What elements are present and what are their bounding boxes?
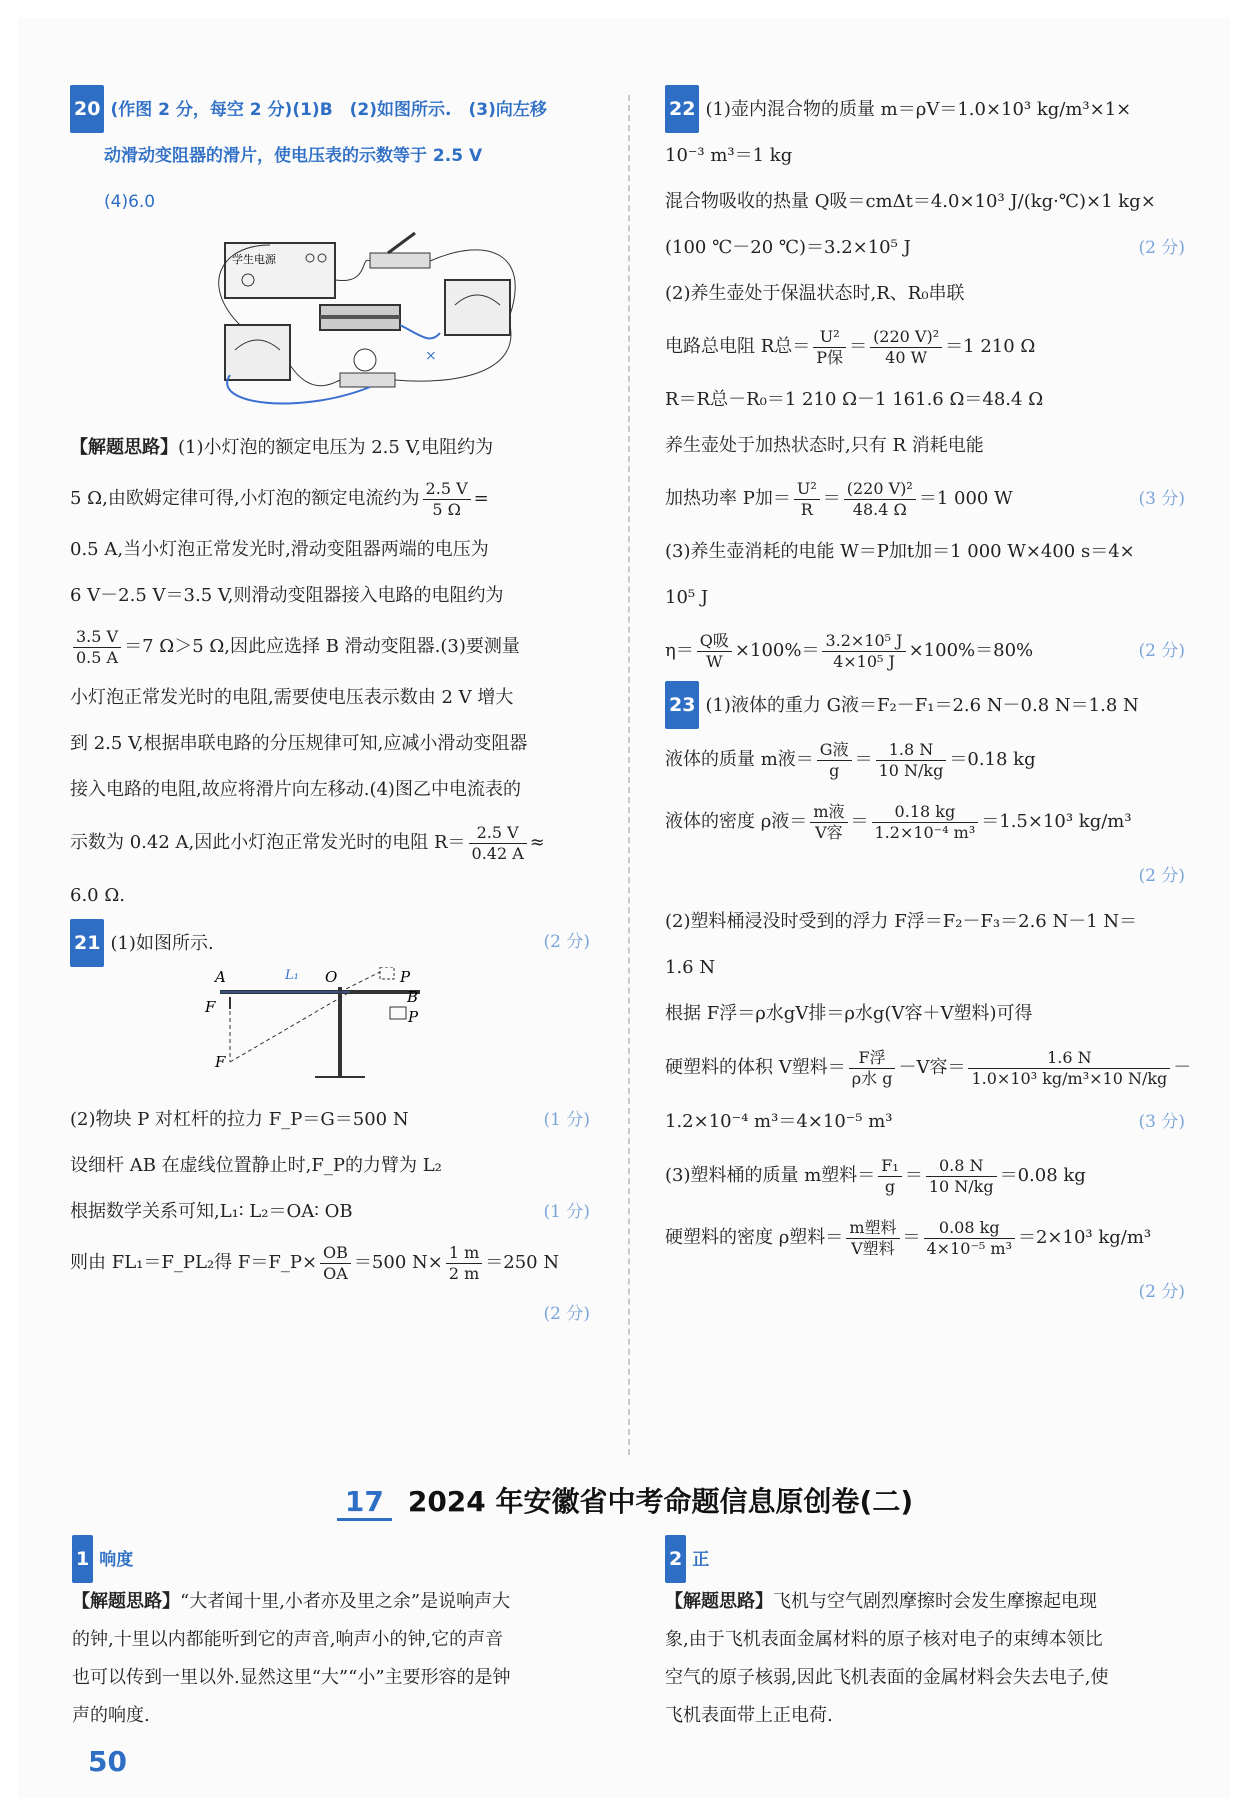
fraction: $\frac{1.6 N}{\text{1.0×10³ kg/m³×10 N/kg}}$ xyxy=(968,1048,1170,1089)
fraction: $\frac{\text{U²}}{R}$ xyxy=(794,479,820,520)
q22-line3: 混合物吸收的热量 Q吸＝cmΔt＝4.0×10³ J/(kg·℃)×1 kg× xyxy=(665,191,1156,212)
score: (2 分) xyxy=(1138,238,1185,258)
q23-score3 xyxy=(665,853,1185,899)
q23-line8: 1.2×10⁻⁴ m³＝4×10⁻⁵ m³ (3 分) xyxy=(665,1099,1185,1145)
q23-line10: 硬塑料的密度 ρ塑料＝ $\frac{\text{m塑料}}{\text{V塑料}}$ ＝ $\frac{0.08 kg}{\text{4×10⁻⁵ m³}}$ ＝2×10³ kg/m³ xyxy=(665,1217,1152,1258)
svg-text:A: A xyxy=(215,968,226,986)
fraction: $\frac{\text{U²}}{\text{P保}}$ xyxy=(813,327,846,368)
q23-line3: 液体的密度 ρ液＝ $\frac{\text{m液}}{\text{V容}}$ ＝ $\frac{0.18 kg}{\text{1.2×10⁻⁴ m³}}$ ＝1.5×10³ kg/m³ xyxy=(665,801,1132,842)
q21-line5: 则由 FL₁＝F_PL₂得 F＝F_P× $\frac{OB}{OA}$ ＝500 N× $\frac{1 m}{2 m}$ ＝250 N xyxy=(70,1242,560,1283)
q21-line2: (2)物块 P 对杠杆的拉力 F_P＝G＝500 N (1 分) xyxy=(70,1097,590,1143)
q23-line9: (3)塑料桶的质量 m塑料＝ $\frac{\text{F₁}}{g}$ ＝ $\frac{0.8 N}{10 N/kg}$ ＝0.08 kg xyxy=(665,1155,1086,1196)
svg-text:F: F xyxy=(215,1053,226,1071)
fraction: $\frac{2.5 V}{5 \Omega}$ xyxy=(423,479,471,520)
q23-line2: 液体的质量 m液＝ $\frac{\text{G液}}{g}$ ＝ $\frac{1.8 N}{10 N/kg}$ ＝0.18 kg xyxy=(665,739,1036,780)
q23-number: 23 xyxy=(665,681,699,729)
q1-block: 1 响度 【解题思路】“大者闻十里,小者亦及里之余”是说响声大 的钟,十里以内都能听到它的声音,响声小的钟,它的声音 也可以传到一里以外.显然这里“大”“小”主要形容的是钟 声的响度. xyxy=(72,1535,612,1735)
q2-answer: 正 xyxy=(692,1550,710,1570)
svg-text:B: B xyxy=(407,988,419,1006)
q22-line2: 10⁻³ m³＝1 kg xyxy=(665,145,793,166)
q20-hint-line1: 【解题思路】(1)小灯泡的额定电压为 2.5 V,电阻约为 xyxy=(70,437,494,458)
lever-diagram xyxy=(70,967,590,1097)
q20-hint-line7: 到 2.5 V,根据串联电路的分压规律可知,应减小滑动变阻器 xyxy=(70,733,528,754)
q22-line10: (3)养生壶消耗的电能 W＝P加t加＝1 000 W×400 s＝4× xyxy=(665,541,1135,562)
q20-answer-line2: 动滑动变阻器的滑片，使电压表的示数等于 2.5 V xyxy=(104,146,483,166)
q22-line5: (2)养生壶处于保温状态时,R、R₀串联 xyxy=(665,283,965,304)
fraction: $\frac{1 m}{2 m}$ xyxy=(446,1243,482,1284)
fraction: $\frac{2.5 V}{0.42 A}$ xyxy=(469,823,527,864)
q22-line1: 22 (1)壶内混合物的质量 m＝ρV＝1.0×10³ kg/m³×1× xyxy=(665,85,1185,133)
score: (2 分) xyxy=(543,932,590,952)
q2-block: 2 正 【解题思路】飞机与空气剧烈摩擦时会发生摩擦起电现 象,由于飞机表面金属材料的原子核对电子的束缚本领比 空气的原子核弱,因此飞机表面的金属材料会失去电子,使 飞机表面带上正电荷. xyxy=(665,1535,1185,1735)
q23-line7: 硬塑料的体积 V塑料＝ $\frac{\text{F浮}}{\text{ρ水 g}}$ －V容＝ $\frac{1.6 N}{\text{1.0×10³ kg/m³×10 N/kg}}$ － xyxy=(665,1047,1192,1088)
q20-hint-line4: 6 V－2.5 V＝3.5 V,则滑动变阻器接入电路的电阻约为 xyxy=(70,585,504,606)
q22-line6: 电路总电阻 R总＝ $\frac{\text{U²}}{\text{P保}}$ ＝ $\frac{\text{(220 V)²}}{40 W}$ ＝1 210 Ω xyxy=(665,326,1036,367)
section-title xyxy=(0,1480,1250,1520)
svg-text:F: F xyxy=(205,998,216,1016)
q22-number: 22 xyxy=(665,85,699,133)
right-column xyxy=(665,85,1192,1315)
svg-text:O: O xyxy=(325,968,338,986)
fraction: $\frac{\text{F₁}}{g}$ xyxy=(878,1156,902,1197)
q23-line1: 23 (1)液体的重力 G液＝F₂－F₁＝2.6 N－0.8 N＝1.8 N xyxy=(665,681,1185,729)
score: (2 分) xyxy=(1138,641,1185,661)
q21-line6 xyxy=(70,1291,590,1337)
fraction: $\frac{\text{m液}}{\text{V容}}$ xyxy=(810,802,847,843)
section-title-text: 2024 年安徽省中考命题信息原创卷(二) xyxy=(407,1485,914,1518)
fraction: $\frac{\text{(220 V)²}}{48.4 \Omega}$ xyxy=(844,479,916,520)
q20-hint-line5: $\frac{3.5 V}{0.5 A}$ ＝7 Ω＞5 Ω,因此应选择 B 滑动变阻器.(3)要测量 xyxy=(70,619,590,675)
q20-hint-line3: 0.5 A,当小灯泡正常发光时,滑动变阻器两端的电压为 xyxy=(70,539,489,560)
fraction: $\frac{\text{G液}}{g}$ xyxy=(817,740,852,781)
q20-hint-line10: 6.0 Ω. xyxy=(70,885,125,906)
score: (2 分) xyxy=(543,1304,590,1324)
svg-text:P: P xyxy=(408,1008,419,1026)
q23-line6: 根据 F浮＝ρ水gV排＝ρ水g(V容＋V塑料)可得 xyxy=(665,1003,1033,1024)
fraction: $\frac{3.5 V}{0.5 A}$ xyxy=(73,627,121,668)
fraction: $\frac{0.18 kg}{\text{1.2×10⁻⁴ m³}}$ xyxy=(872,802,979,843)
q2-number: 2 xyxy=(665,1535,686,1583)
score: (1 分) xyxy=(543,1202,590,1222)
power-supply-label: 学生电源 xyxy=(232,253,276,266)
q22-line12: η＝ $\frac{\text{Q吸}}{W}$ ×100%＝ $\frac{\text{3.2×10⁵ J}}{\text{4×10⁵ J}}$ ×100%＝80% (2 分) xyxy=(665,621,1185,681)
svg-text:L₁: L₁ xyxy=(285,968,299,983)
q23-line5: 1.6 N xyxy=(665,957,716,978)
fraction: $\frac{1.8 N}{10 N/kg}$ xyxy=(876,740,947,781)
q21-line4: 根据数学关系可知,L₁∶ L₂＝OA∶ OB (1 分) xyxy=(70,1189,590,1235)
q20-hint-label: 【解题思路】 xyxy=(70,437,178,458)
score: (1 分) xyxy=(543,1110,590,1130)
q20-hint-line2: 5 Ω,由欧姆定律可得,小灯泡的额定电流约为 $\frac{2.5 V}{5 \Omega}$ = xyxy=(70,478,489,519)
q22-line11: 10⁵ J xyxy=(665,587,709,608)
circuit-diagram xyxy=(70,225,590,425)
fraction: $\frac{\text{(220 V)²}}{40 W}$ xyxy=(870,327,942,368)
score: (2 分) xyxy=(1138,866,1185,886)
svg-text:P: P xyxy=(400,968,411,986)
q20-header xyxy=(70,85,590,133)
q22-line8: 养生壶处于加热状态时,只有 R 消耗电能 xyxy=(665,435,984,456)
q20-answer-line3: (4)6.0 xyxy=(104,192,156,212)
q20-number: 20 xyxy=(70,85,104,133)
q20-hint-line8: 接入电路的电阻,故应将滑片向左移动.(4)图乙中电流表的 xyxy=(70,779,521,800)
page-number: 50 xyxy=(88,1745,127,1778)
section-number: 17 xyxy=(337,1485,392,1521)
q20-answer-line1: (作图 2 分，每空 2 分)(1)B (2)如图所示. (3)向左移 xyxy=(110,100,547,120)
fraction: $\frac{\text{F浮}}{\text{ρ水 g}}$ xyxy=(849,1048,896,1089)
q21-header: 21 (1)如图所示. (2 分) xyxy=(70,919,590,967)
fraction: $\frac{\text{Q吸}}{W}$ xyxy=(697,631,732,672)
q22-line4: (100 ℃－20 ℃)＝3.2×10⁵ J (2 分) xyxy=(665,225,1185,271)
q23-line4: (2)塑料桶浸没时受到的浮力 F浮＝F₂－F₃＝2.6 N－1 N＝ xyxy=(665,911,1138,932)
fraction: $\frac{OB}{OA}$ xyxy=(320,1243,351,1284)
q1-number: 1 xyxy=(72,1535,93,1583)
fraction: $\frac{\text{m塑料}}{\text{V塑料}}$ xyxy=(846,1218,899,1259)
q1-answer: 响度 xyxy=(99,1550,134,1570)
q22-line9: 加热功率 P加＝ $\frac{\text{U²}}{R}$ ＝ $\frac{\text{(220 V)²}}{48.4 \Omega}$ ＝1 000 W (3 分) xyxy=(665,469,1185,529)
fraction: $\frac{0.8 N}{10 N/kg}$ xyxy=(926,1156,997,1197)
score: (3 分) xyxy=(1138,1112,1185,1132)
q20-hint-line9: 示数为 0.42 A,因此小灯泡正常发光时的电阻 R＝ $\frac{2.5 V}{0.42 A}$ ≈ xyxy=(70,822,545,863)
fraction: $\frac{0.08 kg}{\text{4×10⁻⁵ m³}}$ xyxy=(924,1218,1015,1259)
q22-line7: R＝R总－R₀＝1 210 Ω－1 161.6 Ω＝48.4 Ω xyxy=(665,389,1044,410)
q20-hint-line6: 小灯泡正常发光时的电阻,需要使电压表示数由 2 V 增大 xyxy=(70,687,514,708)
fraction: $\frac{\text{3.2×10⁵ J}}{\text{4×10⁵ J}}$ xyxy=(822,631,905,672)
q23-score10 xyxy=(665,1269,1185,1315)
q21-line3: 设细杆 AB 在虚线位置静止时,F_P的力臂为 L₂ xyxy=(70,1155,442,1176)
score: (2 分) xyxy=(1138,1282,1185,1302)
column-divider xyxy=(628,95,630,1455)
score: (3 分) xyxy=(1138,489,1185,509)
left-column xyxy=(70,85,590,1337)
svg-text:×: × xyxy=(425,348,437,364)
q21-number: 21 xyxy=(70,919,104,967)
